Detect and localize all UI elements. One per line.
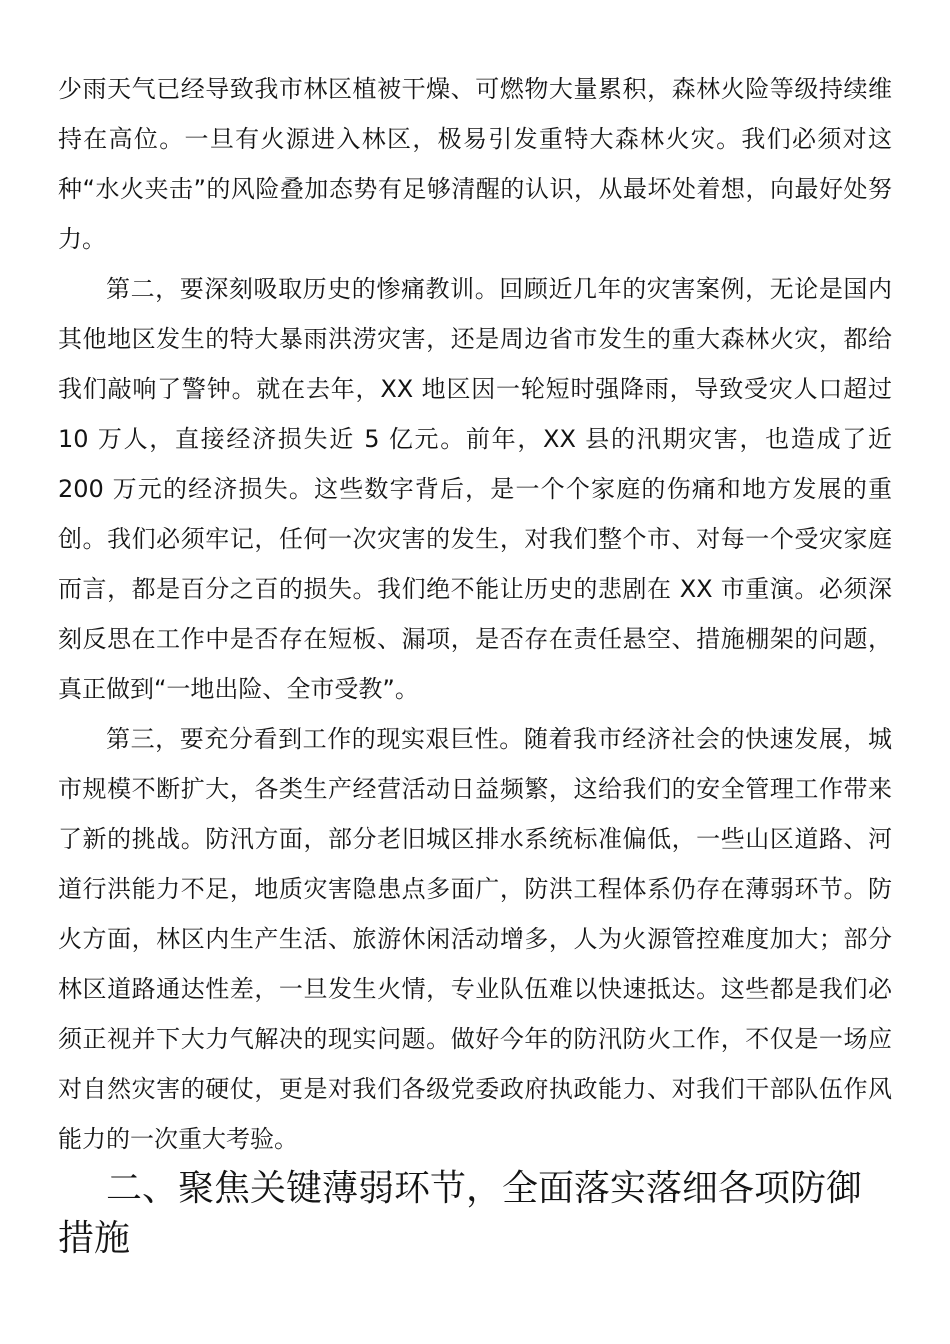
document-page — [58, 64, 892, 1264]
paragraph-third-point: 第三，要充分看到工作的现实艰巨性。随着我市经济社会的快速发展，城市规模不断扩大，各类生产经营活动日益频繁，这给我们的安全管理工作带来了新的挑战。防汛方面，部分老旧城区排水系统标准偏低，一些山区道路、河道行洪能力不足，地质灾害隐患点多面广，防洪工程体系仍存在薄弱环节。防火方面，林区内生产生活、旅游休闲活动增多，人为火源管控难度加大；部分林区道路通达性差，一旦发生火情，专业队伍难以快速抵达。这些都是我们必须正视并下大力气解决的现实问题。做好今年的防汛防火工作，不仅是一场应对自然灾害的硬仗，更是对我们各级党委政府执政能力、对我们干部队伍作风能力的一次重大考验。 — [58, 725, 892, 1153]
paragraph-continuation: 少雨天气已经导致我市林区植被干燥、可燃物大量累积，森林火险等级持续维持在高位。一旦有火源进入林区，极易引发重特大森林火灾。我们必须对这种“水火夹击”的风险叠加态势有足够清醒的认识，从最坏处着想，向最好处努力。 — [58, 75, 892, 253]
section-heading: 二、聚焦关键薄弱环节，全面落实落细各项防御措施 — [58, 1168, 863, 1259]
paragraph-second-point: 第二，要深刻吸取历史的惨痛教训。回顾近几年的灾害案例，无论是国内其他地区发生的特大暴雨洪涝灾害，还是周边省市发生的重大森林火灾，都给我们敲响了警钟。就在去年，XX 地区因一轮短时强降雨，导致受灾人口超过 10 万人，直接经济损失近 5 亿元。前年，XX 县的汛期灾害，也造成了近 200 万元的经济损失。这些数字背后，是一个个家庭的伤痛和地方发展的重创。我们必须牢记，任何一次灾害的发生，对我们整个市、对每一个受灾家庭而言，都是百分之百的损失。我们绝不能让历史的悲剧在 XX 市重演。必须深刻反思在工作中是否存在短板、漏项，是否存在责任悬空、措施棚架的问题，真正做到“一地出险、全市受教”。 — [58, 275, 892, 703]
